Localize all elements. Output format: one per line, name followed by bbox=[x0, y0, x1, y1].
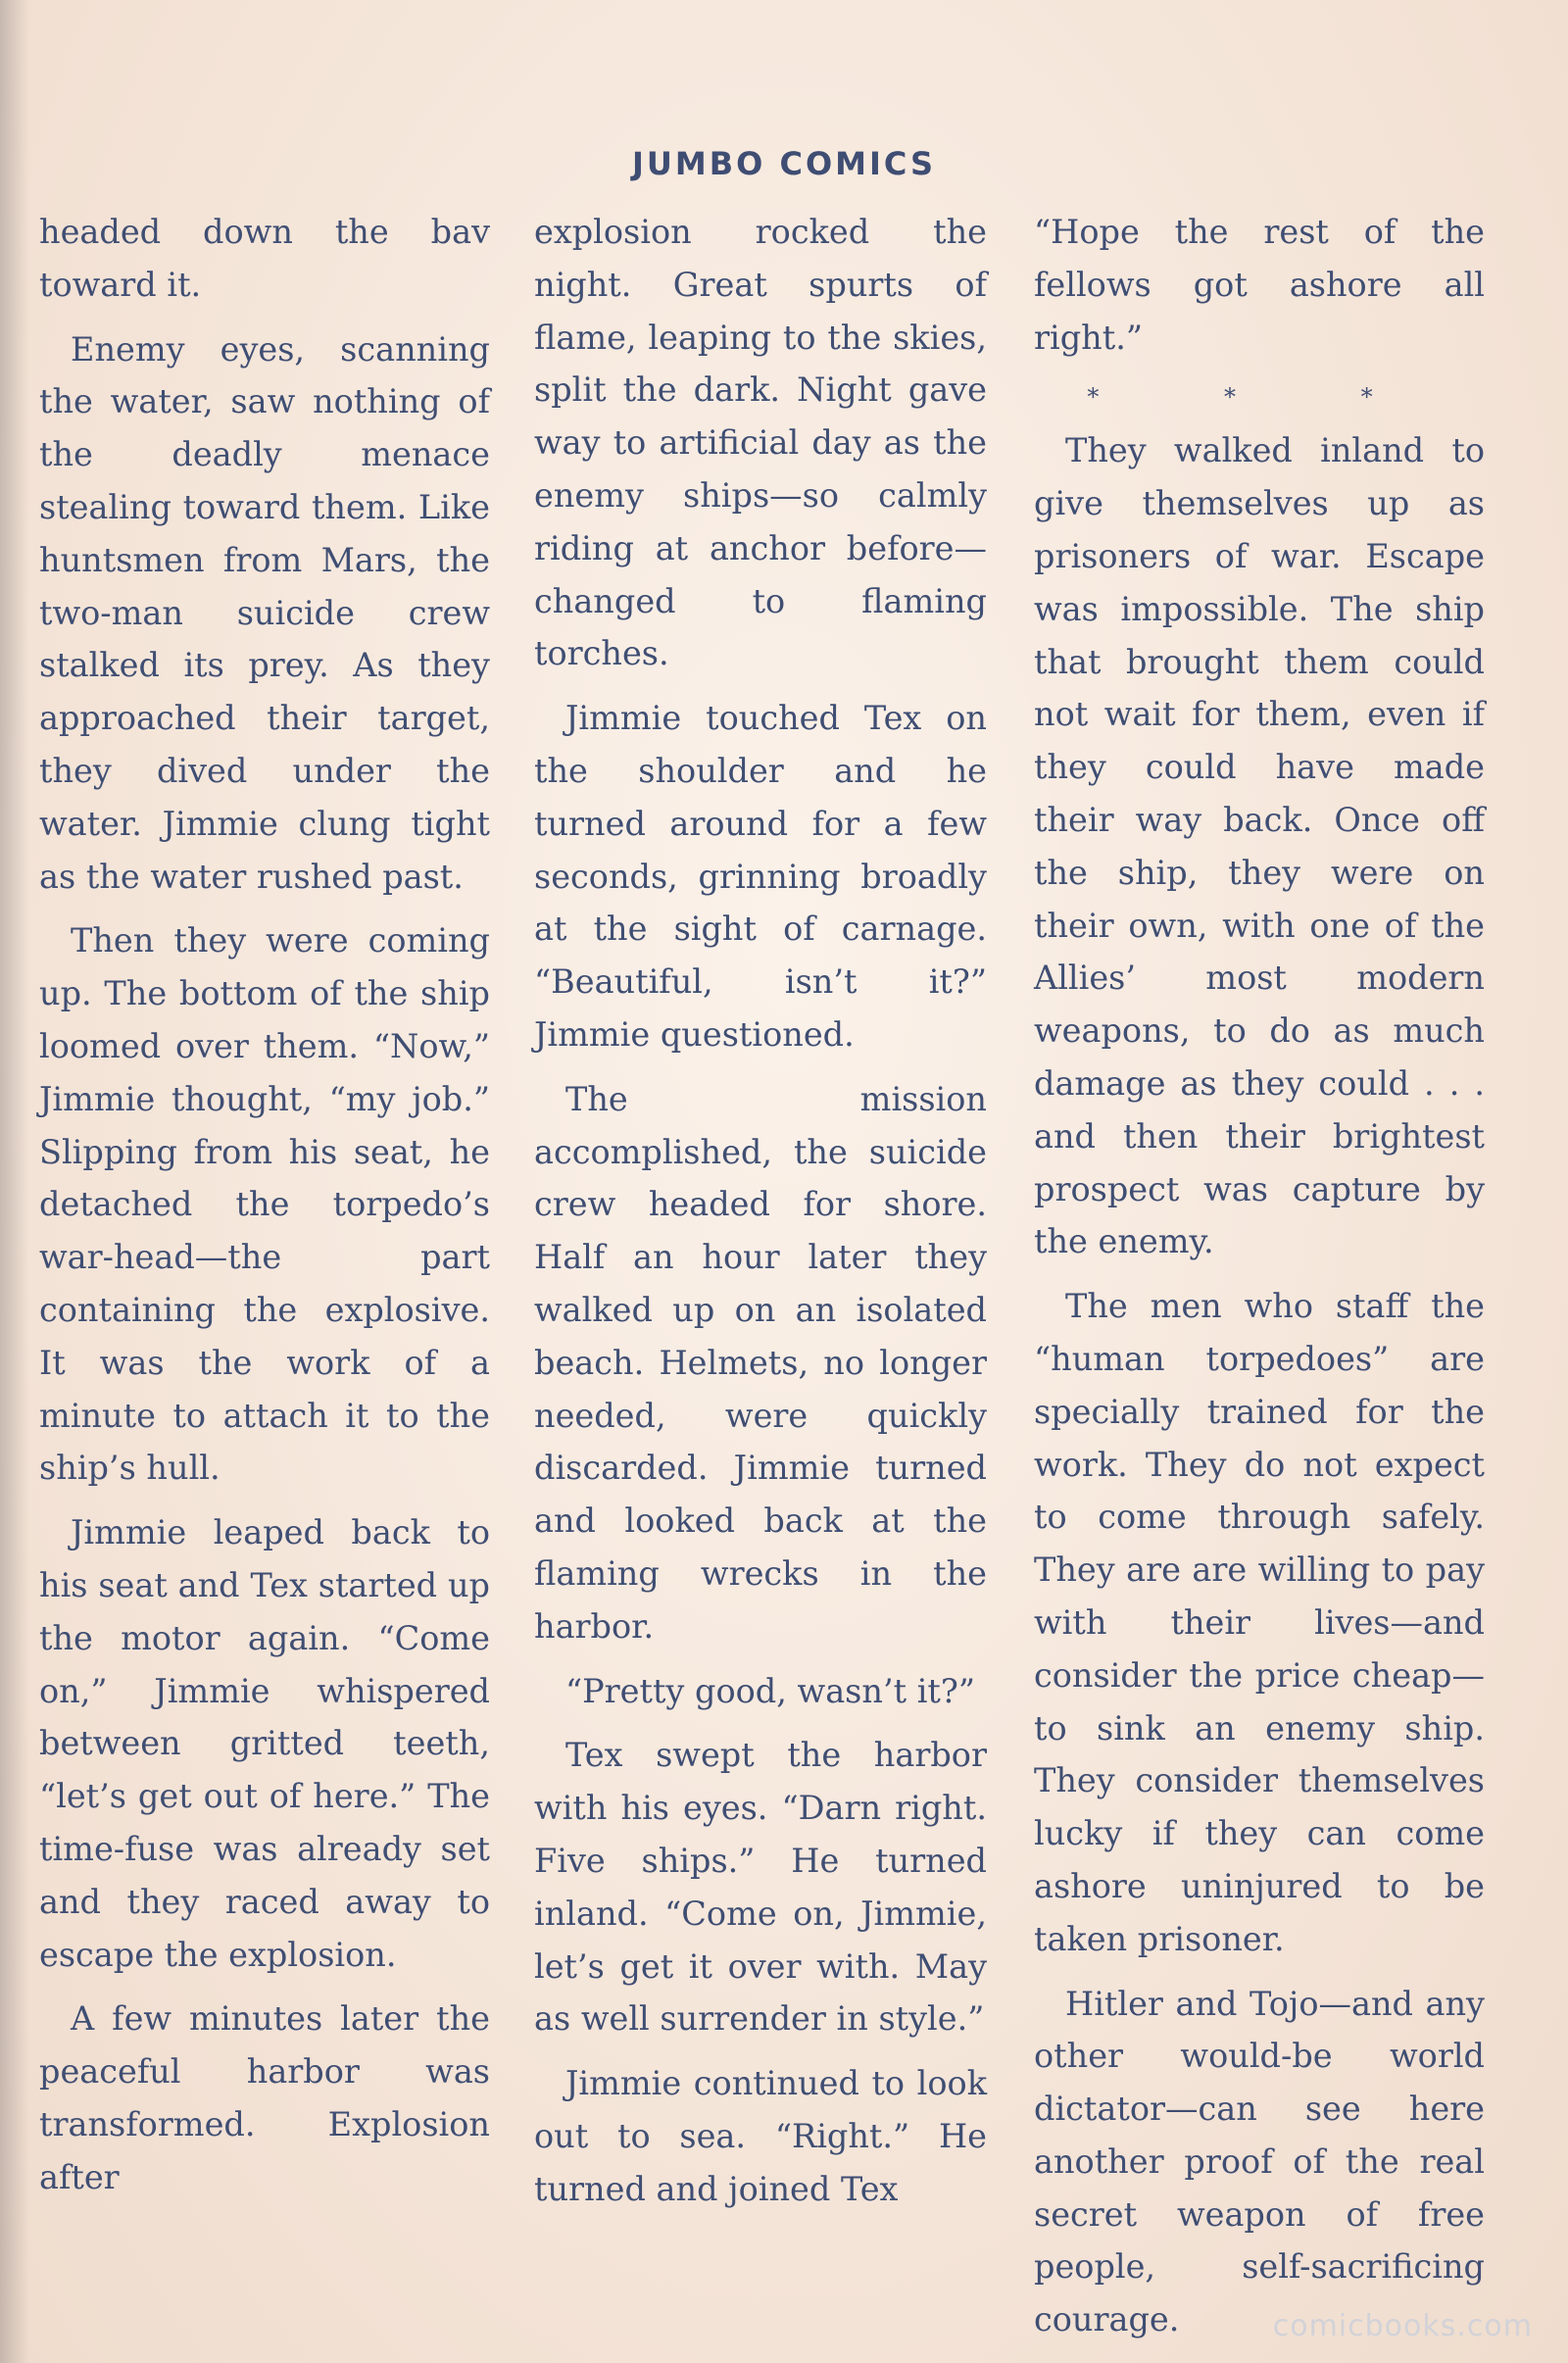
paragraph: “Pretty good, wasn’t it?” bbox=[565, 1671, 975, 1710]
paragraph: Tex swept the harbor with his eyes. “Darn right. Five ships.” He turned inland. “Come on, Jimmie, let’s get it over with. May as well surrender in style.” bbox=[534, 1736, 987, 2039]
paragraph: The mission accomplished, the suicide crew headed for shore. Half an hour later they walked up on an isolated beach. Helmets, no longer needed, were quickly discarded. Jimmie turned and looked back at the flaming wrecks in the harbor. bbox=[534, 1079, 987, 1646]
paragraph: Jimmie leaped back to his seat and Tex started up the motor again. “Come on,” Jimmie whispered between gritted teeth, “let’s get out of here.” The time-fuse was already set and they raced away to escape the explosion. bbox=[39, 1513, 490, 1974]
paragraph: explosion rocked the night. Great spurts of flame, leaping to the skies, split the dark. Night gave way to artificial day as the enemy ships—so calmly riding at anchor before—changed to flaming torches. bbox=[534, 213, 987, 673]
paragraph: Hitler and Tojo—and any other would-be world dictator—can see here another proof of the real secret weapon of free people, self-sacrificing courage. bbox=[1034, 1984, 1485, 2339]
page-header-title: JUMBO COMICS bbox=[631, 145, 937, 182]
paragraph: The men who staff the “human torpedoes” are specially trained for the work. They do not expect to come through safely. They are are willing to pay with their lives—and consider the price cheap—to sink an enemy ship. They consider themselves lucky if they can come ashore uninjured to be taken prisoner. bbox=[1034, 1287, 1485, 1958]
text-column-3 bbox=[1034, 206, 1485, 2358]
paragraph: Jimmie touched Tex on the shoulder and he turned around for a few seconds, grinning broadly at the sight of carnage. “Beautiful, isn’t it?” Jimmie questioned. bbox=[534, 699, 987, 1054]
paragraph: They walked inland to give themselves up as prisoners of war. Escape was impossible. The ship that brought them could not wait for them, even if they could have made their way back. Once off the ship, they were on their own, with one of the Allies’ most modern weapons, to do as much damage as they could . . . and then their brightest prospect was capture by the enemy. bbox=[1034, 431, 1485, 1261]
paragraph: headed down the bav toward it. bbox=[39, 213, 490, 304]
paragraph: Enemy eyes, scanning the water, saw nothing of the deadly menace stealing toward them. Like huntsmen from Mars, the two-man suicide crew stalked its prey. As they approached their target, they dived under the water. Jimmie clung tight as the water rushed past. bbox=[39, 329, 490, 896]
paragraph: Jimmie continued to look out to sea. “Right.” He turned and joined Tex bbox=[534, 2064, 987, 2208]
paragraph: A few minutes later the peaceful harbor was transformed. Explosion after bbox=[39, 1999, 490, 2196]
page-binding-shadow bbox=[0, 0, 29, 2363]
paragraph: Then they were coming up. The bottom of the ship loomed over them. “Now,” Jimmie thought, “my job.” Slipping from his seat, he detached the torpedo’s war-head—the part containing the explosive. It was the work of a minute to attach it to the ship’s hull. bbox=[39, 921, 490, 1488]
section-break: * * * bbox=[1087, 383, 1432, 412]
text-column-2 bbox=[534, 206, 987, 2227]
text-column-1 bbox=[39, 206, 490, 2215]
paragraph: “Hope the rest of the fellows got ashore all right.” bbox=[1034, 213, 1485, 357]
watermark: comicbooks.com bbox=[1272, 2309, 1533, 2343]
